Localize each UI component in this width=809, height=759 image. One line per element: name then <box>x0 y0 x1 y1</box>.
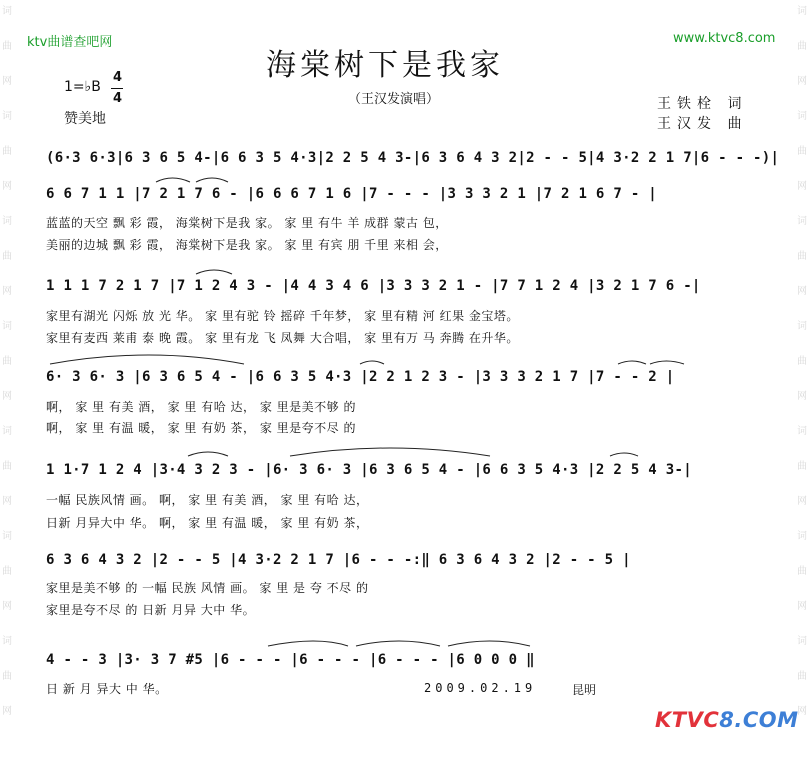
watermark-glyph: 网 <box>797 706 807 717</box>
watermark-glyph: 网 <box>2 706 12 717</box>
lyric-row-2-verse-1: 蓝蓝的天空 飘 彩 霞， 海棠树下是我 家。 家 里 有牛 羊 成群 蒙古 包， <box>46 216 448 230</box>
watermark-glyph: 曲 <box>797 146 807 157</box>
slur-arc <box>196 178 228 182</box>
watermark-glyph: 词 <box>2 531 12 542</box>
slur-arc <box>156 178 190 182</box>
watermark-glyph: 网 <box>797 601 807 612</box>
slur-arc <box>650 361 684 364</box>
composer-credit: 王汉发 曲 <box>657 116 748 132</box>
watermark-glyph: 词 <box>2 6 12 17</box>
slur-arc <box>448 641 530 646</box>
date-stamp: 2009.02.19 <box>424 681 537 695</box>
notation-row-4: 6· 3 6· 3 |6 3 6 5 4 - |6 6 3 5 4·3 |2 2 1 2 3 - |3 3 3 2 1 7 |7 - - 2 | <box>46 369 675 385</box>
notation-row-7: 4 - - 3 |3· 3 7 #5 |6 - - - |6 - - - |6 - - - |6 0 0 0 ‖ <box>46 652 535 668</box>
watermark-glyph: 曲 <box>2 461 12 472</box>
lyric-row-4-verse-1: 啊， 家 里 有美 酒， 家 里 有哈 达， 家 里是美不够 的 <box>46 400 356 414</box>
slur-arc <box>618 361 646 364</box>
watermark-glyph: 词 <box>797 426 807 437</box>
lyric-row-4-verse-2: 啊， 家 里 有温 暖， 家 里 有奶 茶， 家 里是夸不尽 的 <box>46 421 356 435</box>
site-name-left: ktv曲谱查吧网 <box>27 35 113 50</box>
lyricist-credit: 王铁栓 词 <box>657 96 748 112</box>
lyric-row-2-verse-2: 美丽的边城 飘 彩 霞， 海棠树下是我 家。 家 里 有宾 朋 千里 来相 会， <box>46 238 448 252</box>
watermark-glyph: 网 <box>2 496 12 507</box>
place-stamp: 昆明 <box>572 683 597 697</box>
song-title: 海棠树下是我家 <box>266 48 504 83</box>
watermark-glyph: 网 <box>2 601 12 612</box>
slur-arc <box>268 641 348 646</box>
watermark-glyph: 网 <box>2 181 12 192</box>
watermark-glyph: 词 <box>797 216 807 227</box>
notation-row-2: 6 6 7 1 1 |7 2 1 7 6 - |6 6 6 7 1 6 |7 - - - |3 3 3 2 1 |7 2 1 6 7 - | <box>46 186 658 202</box>
lyric-row-3-verse-1: 家里有湖光 闪烁 放 光 华。 家 里有驼 铃 摇碎 千年梦， 家 里有精 河 红果 金宝塔。 <box>46 309 519 323</box>
lyric-row-5-verse-1: 一幅 民族风情 画。 啊， 家 里 有美 酒， 家 里 有哈 达， <box>46 493 369 507</box>
watermark-glyph: 网 <box>797 286 807 297</box>
slur-arc <box>50 355 244 364</box>
watermark-glyph: 网 <box>797 181 807 192</box>
watermark-glyph: 网 <box>797 76 807 87</box>
watermark-glyph: 曲 <box>797 461 807 472</box>
watermark-glyph: 曲 <box>2 251 12 262</box>
slur-arc <box>610 453 638 456</box>
watermark-glyph: 网 <box>2 286 12 297</box>
watermark-glyph: 曲 <box>2 146 12 157</box>
lyric-row-6-verse-1: 家里是美不够 的 一幅 民族 风情 画。 家 里 是 夸 不尽 的 <box>46 581 369 595</box>
watermark-glyph: 网 <box>797 391 807 402</box>
watermark-glyph: 曲 <box>797 566 807 577</box>
slur-arc <box>356 641 440 646</box>
watermark-glyph: 词 <box>797 111 807 122</box>
slur-arc <box>290 448 490 456</box>
watermark-glyph: 网 <box>797 496 807 507</box>
watermark-glyph: 曲 <box>2 356 12 367</box>
site-url-right: www.ktvc8.com <box>673 31 776 46</box>
watermark-glyph: 词 <box>2 636 12 647</box>
notation-row-1: (6·3 6·3|6 3 6 5 4-|6 6 3 5 4·3|2 2 5 4 3-|6 3 6 4 3 2|2 - - 5|4 3·2 2 1 7|6 - - -)| <box>46 150 780 166</box>
lyric-row-7-verse-1: 日 新 月 异大 中 华。 <box>46 682 168 696</box>
slur-arc <box>188 452 228 456</box>
slur-arc <box>360 361 384 364</box>
watermark-glyph: 曲 <box>797 356 807 367</box>
watermark-glyph: 词 <box>797 321 807 332</box>
time-signature-bottom: 4 <box>113 91 123 106</box>
tempo-marking: 赞美地 <box>64 111 106 127</box>
watermark-glyph: 网 <box>2 76 12 87</box>
notation-row-6: 6 3 6 4 3 2 |2 - - 5 |4 3·2 2 1 7 |6 - - -:‖ 6 3 6 4 3 2 |2 - - 5 | <box>46 552 631 568</box>
watermark-glyph: 词 <box>2 216 12 227</box>
watermark-glyph: 网 <box>2 391 12 402</box>
site-logo: KTVC8.COM <box>655 708 799 732</box>
watermark-glyph: 曲 <box>797 671 807 682</box>
watermark-glyph: 曲 <box>2 671 12 682</box>
lyric-row-3-verse-2: 家里有麦西 莱甫 泰 晚 霞。 家 里有龙 飞 凤舞 大合唱， 家 里有万 马 奔腾 在升华。 <box>46 331 519 345</box>
notation-row-3: 1 1 1 7 2 1 7 |7 1 2 4 3 - |4 4 3 4 6 |3 3 3 2 1 - |7 7 1 2 4 |3 2 1 7 6 -| <box>46 278 701 294</box>
watermark-glyph: 曲 <box>797 41 807 52</box>
key-signature: 1=♭B <box>64 79 101 95</box>
lyric-row-5-verse-2: 日新 月异大中 华。 啊， 家 里 有温 暖， 家 里 有奶 茶， <box>46 516 369 530</box>
watermark-glyph: 词 <box>797 636 807 647</box>
singer-note: （王汉发演唱） <box>348 92 440 107</box>
watermark-glyph: 词 <box>797 531 807 542</box>
lyric-row-6-verse-2: 家里是夸不尽 的 日新 月异 大中 华。 <box>46 603 256 617</box>
watermark-glyph: 曲 <box>2 41 12 52</box>
watermark-glyph: 曲 <box>2 566 12 577</box>
slur-arc <box>196 270 232 274</box>
notation-row-5: 1 1·7 1 2 4 |3·4 3 2 3 - |6· 3 6· 3 |6 3 6 5 4 - |6 6 3 5 4·3 |2 2 5 4 3-| <box>46 462 692 478</box>
watermark-glyph: 词 <box>797 6 807 17</box>
watermark-glyph: 曲 <box>797 251 807 262</box>
time-signature-top: 4 <box>113 70 123 85</box>
watermark-glyph: 词 <box>2 321 12 332</box>
watermark-glyph: 词 <box>2 426 12 437</box>
watermark-glyph: 词 <box>2 111 12 122</box>
